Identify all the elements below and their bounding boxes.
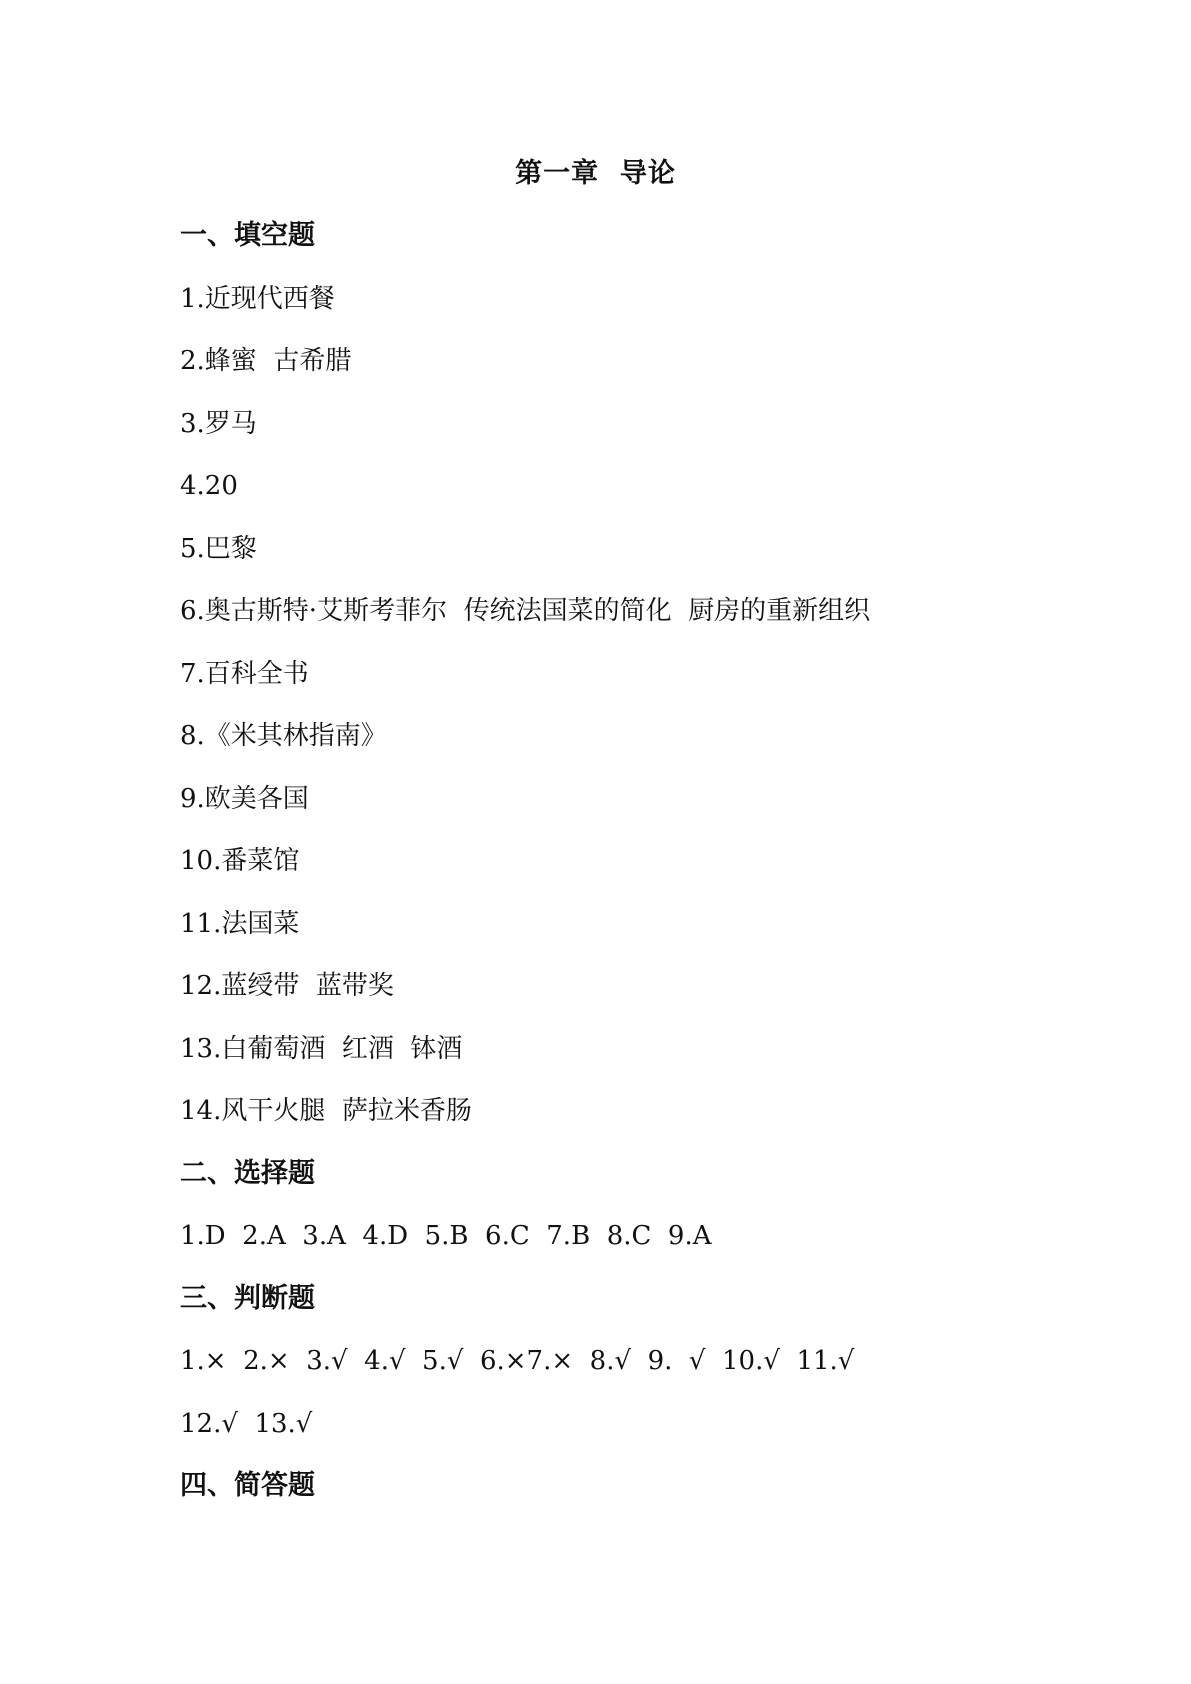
fill-answer-12: 12.蓝绶带 蓝带奖 bbox=[180, 971, 394, 1001]
fill-answer-2: 2.蜂蜜 古希腊 bbox=[180, 346, 352, 376]
fill-answer-13: 13.白葡萄酒 红酒 钵酒 bbox=[180, 1033, 463, 1064]
section-heading-multiple-choice: 二、选择题 bbox=[180, 1157, 315, 1189]
chapter-title: 第一章 导论 bbox=[515, 158, 676, 189]
fill-answer-6: 6.奥古斯特·艾斯考菲尔 传统法国菜的简化 厨房的重新组织 bbox=[180, 596, 871, 626]
true-false-answers-row-2: 12.√ 13.√ bbox=[180, 1408, 313, 1439]
fill-answer-8: 8.《米其林指南》 bbox=[180, 721, 387, 751]
fill-answer-1: 1.近现代西餐 bbox=[180, 283, 335, 314]
fill-answer-3: 3.罗马 bbox=[180, 408, 257, 439]
fill-answer-4: 4.20 bbox=[180, 471, 238, 501]
answer-content bbox=[180, 218, 1140, 1531]
fill-answer-7: 7.百科全书 bbox=[180, 658, 309, 689]
true-false-answers-row-1: 1.× 2.× 3.√ 4.√ 5.√ 6.×7.× 8.√ 9. √ 10.√ 11.√ bbox=[180, 1346, 855, 1376]
section-heading-fill-in: 一、填空题 bbox=[180, 220, 315, 251]
choice-answers: 1.D 2.A 3.A 4.D 5.B 6.C 7.B 8.C 9.A bbox=[180, 1221, 712, 1251]
fill-answer-5: 5.巴黎 bbox=[180, 533, 257, 564]
fill-answer-10: 10.番菜馆 bbox=[180, 846, 300, 876]
fill-answer-9: 9.欧美各国 bbox=[180, 783, 309, 814]
section-heading-short-answer: 四、简答题 bbox=[180, 1470, 315, 1501]
fill-answer-14: 14.风干火腿 萨拉米香肠 bbox=[180, 1096, 472, 1126]
section-heading-true-false: 三、判断题 bbox=[180, 1282, 315, 1314]
fill-answer-11: 11.法国菜 bbox=[180, 908, 300, 939]
